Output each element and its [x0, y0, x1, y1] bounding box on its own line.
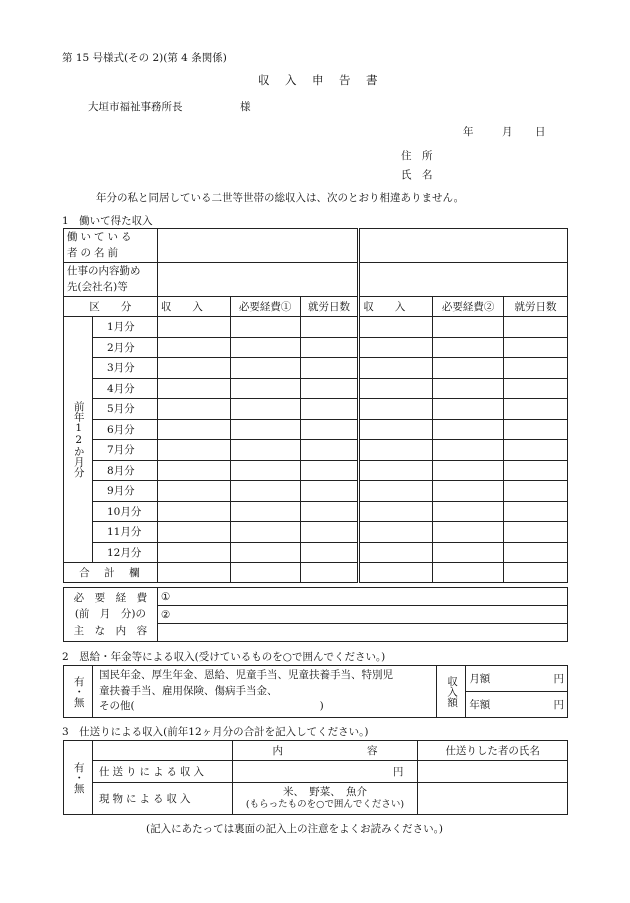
month-income-2-cell[interactable] [359, 358, 433, 379]
month-income-1-cell[interactable] [157, 440, 230, 461]
month-label: 7月分 [92, 440, 157, 461]
table-row [64, 337, 568, 358]
month-days-1-cell[interactable] [300, 460, 359, 481]
table-row [64, 522, 568, 543]
month-label: 10月分 [92, 501, 157, 522]
col-sender: 仕送りした者の氏名 [418, 741, 568, 761]
col-days-2: 就労日数 [504, 297, 568, 317]
month-label: 8月分 [92, 460, 157, 481]
month-days-2-cell[interactable] [504, 522, 568, 543]
expense-detail-2[interactable]: ② [157, 606, 567, 624]
expense-detail-1[interactable]: ① [157, 588, 567, 606]
col-days-1: 就労日数 [300, 297, 359, 317]
month-expense2-cell[interactable] [433, 317, 504, 338]
employer-name-label: 働いている 者の名前 [64, 229, 158, 263]
month-income-1-cell[interactable] [157, 460, 230, 481]
month-income-2-cell[interactable] [359, 460, 433, 481]
declaration-text: 年分の私と同居している二世等世帯の総収入は、次のとおり相違ありません。 [96, 192, 465, 204]
table-row [64, 358, 568, 379]
total-income-1[interactable] [157, 563, 230, 583]
month-label: 6月分 [92, 419, 157, 440]
month-days-1-cell[interactable] [300, 378, 359, 399]
form-number: 第 15 号様式(その 2)(第 4 条関係) [62, 52, 227, 64]
pension-table [63, 665, 568, 718]
month-days-2-cell[interactable] [504, 481, 568, 502]
month-label: 12月分 [92, 542, 157, 563]
section2-heading: 2 恩給・年金等による収入(受けているものを○で囲んでください。) [62, 651, 386, 663]
table-row [64, 378, 568, 399]
table-row [64, 399, 568, 420]
remittance-table [63, 740, 568, 815]
section3-heading: 3 仕送りによる収入(前年12ヶ月分の合計を記入してください。) [62, 726, 369, 738]
total-label: 合 計 欄 [64, 563, 158, 583]
remittance-amount[interactable]: 円 [232, 761, 418, 783]
month-label: 4月分 [92, 378, 157, 399]
month-expense2-cell[interactable] [433, 481, 504, 502]
col-expense1: 必要経費① [230, 297, 300, 317]
month-income-1-cell[interactable] [157, 358, 230, 379]
remittance-header-blank [92, 741, 232, 761]
table-row [64, 481, 568, 502]
month-income-2-cell[interactable] [359, 481, 433, 502]
month-label: 9月分 [92, 481, 157, 502]
month-income-2-cell[interactable] [359, 522, 433, 543]
month-income-2-cell[interactable] [359, 419, 433, 440]
date-month: 月 [502, 126, 513, 138]
job-content-label: 仕事の内容勤め 先(会社名)等 [64, 263, 158, 297]
section1-heading: 1 働いて得た収入 [62, 215, 153, 227]
month-expense2-cell[interactable] [433, 419, 504, 440]
month-expense2-cell[interactable] [433, 378, 504, 399]
period-label: 前年12か月分 [64, 317, 93, 563]
remittance-income-label: 仕送りによる収入 [92, 761, 232, 783]
job-content-field-2[interactable] [359, 263, 568, 297]
total-income-2[interactable] [359, 563, 433, 583]
month-expense1-cell[interactable] [230, 460, 300, 481]
month-income-1-cell[interactable] [157, 419, 230, 440]
month-days-1-cell[interactable] [300, 317, 359, 338]
pension-yearly[interactable]: 年額 円 [466, 692, 568, 718]
month-income-2-cell[interactable] [359, 440, 433, 461]
honorific: 様 [240, 101, 251, 113]
month-expense1-cell[interactable] [230, 440, 300, 461]
date-day: 日 [535, 126, 546, 138]
month-expense2-cell[interactable] [433, 522, 504, 543]
month-income-1-cell[interactable] [157, 501, 230, 522]
table-row [64, 501, 568, 522]
month-expense1-cell[interactable] [230, 337, 300, 358]
month-days-2-cell[interactable] [504, 440, 568, 461]
month-income-1-cell[interactable] [157, 522, 230, 543]
remittance-umu: 有・無 [64, 741, 93, 815]
month-days-2-cell[interactable] [504, 399, 568, 420]
pension-monthly[interactable]: 月額 円 [466, 666, 568, 692]
table-row [64, 317, 568, 338]
month-days-1-cell[interactable] [300, 337, 359, 358]
month-income-1-cell[interactable] [157, 481, 230, 502]
month-income-2-cell[interactable] [359, 501, 433, 522]
col-kubun: 区 分 [64, 297, 158, 317]
month-days-1-cell[interactable] [300, 440, 359, 461]
month-income-2-cell[interactable] [359, 378, 433, 399]
table-row [64, 542, 568, 563]
month-expense1-cell[interactable] [230, 317, 300, 338]
table-row [64, 440, 568, 461]
month-income-1-cell[interactable] [157, 542, 230, 563]
total-expense-1[interactable] [230, 563, 300, 583]
month-days-1-cell[interactable] [300, 522, 359, 543]
work-income-table [63, 228, 568, 583]
month-expense1-cell[interactable] [230, 481, 300, 502]
month-label: 3月分 [92, 358, 157, 379]
month-days-2-cell[interactable] [504, 542, 568, 563]
month-days-1-cell[interactable] [300, 358, 359, 379]
month-days-1-cell[interactable] [300, 501, 359, 522]
month-expense2-cell[interactable] [433, 337, 504, 358]
month-expense1-cell[interactable] [230, 501, 300, 522]
month-expense1-cell[interactable] [230, 419, 300, 440]
table-row [64, 460, 568, 481]
remittance-sender-2[interactable] [418, 783, 568, 815]
month-expense2-cell[interactable] [433, 440, 504, 461]
month-income-1-cell[interactable] [157, 317, 230, 338]
month-days-2-cell[interactable] [504, 460, 568, 481]
col-income-1: 収 入 [157, 297, 230, 317]
col-content: 内 容 [232, 741, 418, 761]
month-days-2-cell[interactable] [504, 378, 568, 399]
month-expense1-cell[interactable] [230, 358, 300, 379]
month-days-1-cell[interactable] [300, 542, 359, 563]
addressee: 大垣市福祉事務所長 [88, 101, 183, 113]
col-income-2: 収 入 [359, 297, 433, 317]
month-days-1-cell[interactable] [300, 419, 359, 440]
expense-detail-label: 必 要 経 費 (前 月 分)の 主 な 内 容 [64, 588, 158, 642]
month-expense1-cell[interactable] [230, 378, 300, 399]
month-income-2-cell[interactable] [359, 317, 433, 338]
month-label: 2月分 [92, 337, 157, 358]
expense-detail-3[interactable] [157, 624, 567, 642]
month-label: 5月分 [92, 399, 157, 420]
table-row [64, 419, 568, 440]
employer-name-field-1[interactable] [157, 229, 359, 263]
month-days-1-cell[interactable] [300, 481, 359, 502]
month-income-1-cell[interactable] [157, 378, 230, 399]
job-content-field-1[interactable] [157, 263, 359, 297]
month-income-1-cell[interactable] [157, 337, 230, 358]
goods-content[interactable]: 米、 野菜、 魚介 (もらったものを○で囲んでください) [232, 783, 418, 815]
month-expense1-cell[interactable] [230, 399, 300, 420]
total-days-2[interactable] [504, 563, 568, 583]
month-days-2-cell[interactable] [504, 501, 568, 522]
month-income-2-cell[interactable] [359, 542, 433, 563]
total-expense-2[interactable] [433, 563, 504, 583]
name-label: 氏 名 [401, 169, 433, 181]
month-days-2-cell[interactable] [504, 419, 568, 440]
pension-umu: 有・無 [64, 666, 93, 718]
address-label: 住 所 [401, 150, 433, 162]
expense-detail-table [63, 587, 568, 642]
employer-name-field-2[interactable] [359, 229, 568, 263]
date-year: 年 [463, 126, 474, 138]
form-title: 収 入 申 告 書 [258, 73, 380, 87]
month-expense2-cell[interactable] [433, 460, 504, 481]
month-income-2-cell[interactable] [359, 337, 433, 358]
month-days-1-cell[interactable] [300, 399, 359, 420]
month-income-2-cell[interactable] [359, 399, 433, 420]
month-expense1-cell[interactable] [230, 522, 300, 543]
month-income-1-cell[interactable] [157, 399, 230, 420]
month-days-2-cell[interactable] [504, 358, 568, 379]
goods-income-label: 現物による収入 [92, 783, 232, 815]
month-days-2-cell[interactable] [504, 317, 568, 338]
month-label: 11月分 [92, 522, 157, 543]
pension-list[interactable]: 国民年金、厚生年金、恩給、児童手当、児童扶養手当、特別児 童扶養手当、雇用保険、傷病手当金、 その他( ) [92, 666, 436, 718]
month-expense2-cell[interactable] [433, 501, 504, 522]
month-expense2-cell[interactable] [433, 358, 504, 379]
pension-income-label: 収入額 [437, 666, 466, 718]
footer-note: (記入にあたっては裏面の記入上の注意をよくお読みください。) [146, 823, 443, 835]
month-expense2-cell[interactable] [433, 542, 504, 563]
month-days-2-cell[interactable] [504, 337, 568, 358]
month-expense2-cell[interactable] [433, 399, 504, 420]
month-expense1-cell[interactable] [230, 542, 300, 563]
remittance-sender-1[interactable] [418, 761, 568, 783]
month-label: 1月分 [92, 317, 157, 338]
col-expense2: 必要経費② [433, 297, 504, 317]
total-days-1[interactable] [300, 563, 359, 583]
